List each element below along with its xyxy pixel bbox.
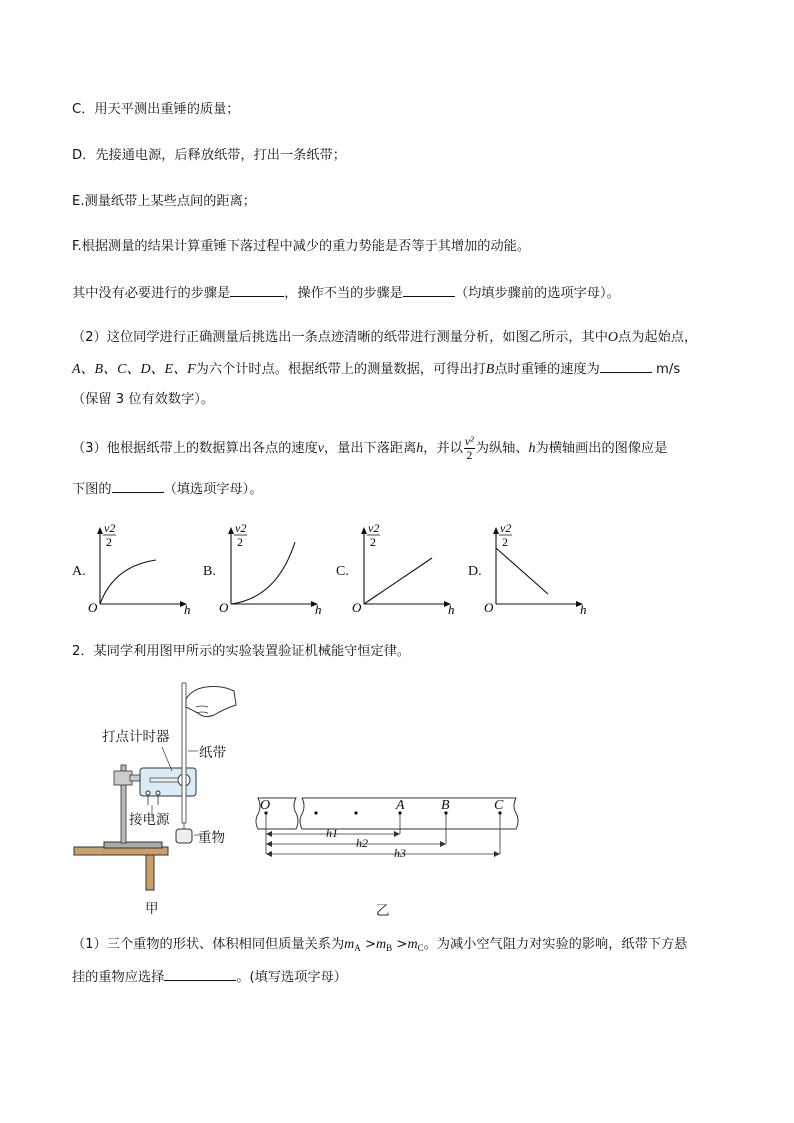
graph-option-a	[72, 520, 196, 616]
caption-jia: 甲	[145, 901, 159, 916]
clamp	[114, 771, 132, 785]
question-unneeded-steps	[72, 282, 620, 304]
tape-point-a: A	[396, 798, 405, 813]
graph-option-b	[203, 520, 327, 616]
fraction-denominator: 2	[466, 447, 473, 462]
text: 为纵轴、	[475, 441, 529, 456]
graph-option-label: D.	[468, 564, 482, 579]
origin-label: O	[484, 600, 494, 615]
text: （3）他根据纸带上的数据算出各点的速度	[72, 441, 318, 456]
terminal-2	[156, 791, 160, 795]
mass-symbol: m	[407, 937, 418, 952]
tape-point-b: B	[441, 798, 450, 813]
text: （1）三个重物的形状、体积相同但质量关系为	[72, 937, 345, 952]
text: 点时重锤的速度为	[494, 362, 600, 377]
y-axis-arrow	[361, 527, 367, 534]
text: ，并以	[423, 441, 463, 456]
timer-rod	[150, 778, 178, 782]
step-c: C．用天平测出重锤的质量；	[72, 102, 240, 117]
tape-h1: h1	[326, 826, 338, 840]
q2-part1-line1	[72, 935, 687, 958]
apparatus-figure	[70, 675, 250, 895]
x-axis-label: h	[315, 602, 322, 616]
terminal-1	[146, 791, 150, 795]
graph-option-d	[468, 520, 592, 616]
label-timer: 打点计时器	[102, 729, 170, 744]
label-weight: 重物	[198, 830, 225, 845]
var-h: h	[416, 441, 424, 456]
x-axis-label: h	[448, 602, 455, 616]
graph-option-label: B.	[203, 564, 216, 579]
graph-curve-convex	[231, 542, 295, 604]
y-axis-label-num: v2	[104, 521, 116, 535]
hand	[186, 687, 236, 717]
part2-line1	[72, 328, 697, 348]
unit: m/s	[656, 362, 681, 377]
tape-point-o: O	[260, 798, 271, 813]
graph-curve-concave	[100, 560, 156, 604]
part3-line1	[72, 434, 667, 464]
point-o: O	[607, 330, 619, 345]
y-axis-label-num: v2	[235, 521, 247, 535]
text: 。为减小空气阻力对实验的影响，纸带下方悬	[423, 937, 688, 952]
graph-option-label: A.	[72, 564, 86, 579]
mass-sub-c: C	[417, 943, 424, 953]
step-d: D．先接通电源，后释放纸带，打出一条纸带；	[72, 148, 346, 163]
var-h-2: h	[528, 441, 536, 456]
part2-line3: （保留 3 位有效数字）。	[72, 392, 215, 407]
x-axis-label: h	[580, 602, 587, 616]
label-power: 接电源	[129, 812, 170, 827]
origin-label: O	[219, 600, 229, 615]
tape-point-c: C	[494, 798, 504, 813]
part2-line2	[72, 358, 680, 380]
point-b: B	[485, 362, 495, 377]
step-f: F.根据测量的结果计算重锤下落过程中减少的重力势能是否等于其增加的动能。	[72, 239, 531, 254]
text: 下图的	[72, 482, 112, 497]
fraction-numerator: v²	[464, 433, 474, 448]
text: ，操作不当的步骤是	[284, 286, 403, 301]
text: （2）这位同学进行正确测量后挑选出一条点迹清晰的纸带进行测量分析，如图乙所示，其中	[72, 330, 608, 345]
text: 挂的重物应选择	[72, 970, 165, 985]
y-axis-label-den: 2	[370, 535, 376, 549]
answer-blank-improper[interactable]	[403, 282, 455, 297]
tape-figure	[250, 790, 530, 870]
mass-sub-b: B	[386, 943, 393, 953]
fraction-v2-over-2	[464, 435, 475, 462]
y-axis-label-den: 2	[106, 535, 112, 549]
graph-svg	[482, 520, 592, 616]
answer-blank-graph[interactable]	[112, 478, 164, 493]
y-axis-label-num: v2	[500, 521, 512, 535]
text: 其中没有必要进行的步骤是	[72, 286, 231, 301]
graph-option-c	[336, 520, 460, 616]
step-e: E.测量纸带上某些点间的距离；	[72, 194, 256, 209]
caption-yi: 乙	[376, 903, 390, 918]
var-v: v	[317, 441, 324, 456]
tape-h2: h2	[356, 836, 368, 850]
mass-sub-a: A	[354, 943, 361, 953]
text: 。(填写选项字母）	[236, 970, 347, 985]
y-axis-arrow	[228, 527, 234, 534]
graph-curve-decreasing	[496, 548, 548, 594]
graph-option-label: C.	[336, 564, 349, 579]
gt: >	[396, 937, 408, 952]
graph-svg	[217, 520, 327, 616]
y-axis-arrow	[97, 527, 103, 534]
paper-tape	[182, 683, 186, 823]
table-leg	[146, 855, 154, 890]
y-axis-label-den: 2	[502, 535, 508, 549]
gt: >	[364, 937, 377, 952]
text: （填选项字母）。	[163, 482, 263, 497]
stand-base	[104, 842, 162, 848]
graph-svg	[350, 520, 460, 616]
part3-line2	[72, 478, 262, 500]
text: 为横轴画出的图像应是	[535, 441, 668, 456]
origin-label: O	[88, 600, 98, 615]
q2-part1-line2	[72, 966, 347, 988]
graph-curve-linear	[364, 558, 432, 604]
mass-symbol: m	[344, 937, 355, 952]
points-a-f: A、B、C、D、E、F	[72, 362, 196, 377]
text: 点为起始点，	[618, 330, 698, 345]
text: （均填步骤前的选项字母）。	[454, 286, 620, 301]
tape-h3: h3	[394, 846, 406, 860]
answer-blank-weight[interactable]	[164, 966, 236, 981]
graph-svg	[86, 520, 196, 616]
y-axis-label-den: 2	[237, 535, 243, 549]
weight	[176, 829, 192, 843]
label-tape: 纸带	[199, 745, 226, 760]
text: 为六个计时点。根据纸带上的测量数据，可得出打	[195, 362, 486, 377]
origin-label: O	[352, 600, 362, 615]
y-axis-arrow	[493, 527, 499, 534]
y-axis-label-num: v2	[368, 521, 380, 535]
answer-blank-velocity[interactable]	[600, 358, 652, 373]
answer-blank-unneeded[interactable]	[230, 282, 284, 297]
x-axis-label: h	[184, 602, 191, 616]
mass-symbol: m	[376, 937, 387, 952]
q2-title: 2．某同学利用图甲所示的实验装置验证机械能守恒定律。	[72, 644, 411, 659]
text: ，量出下落距离	[323, 441, 417, 456]
